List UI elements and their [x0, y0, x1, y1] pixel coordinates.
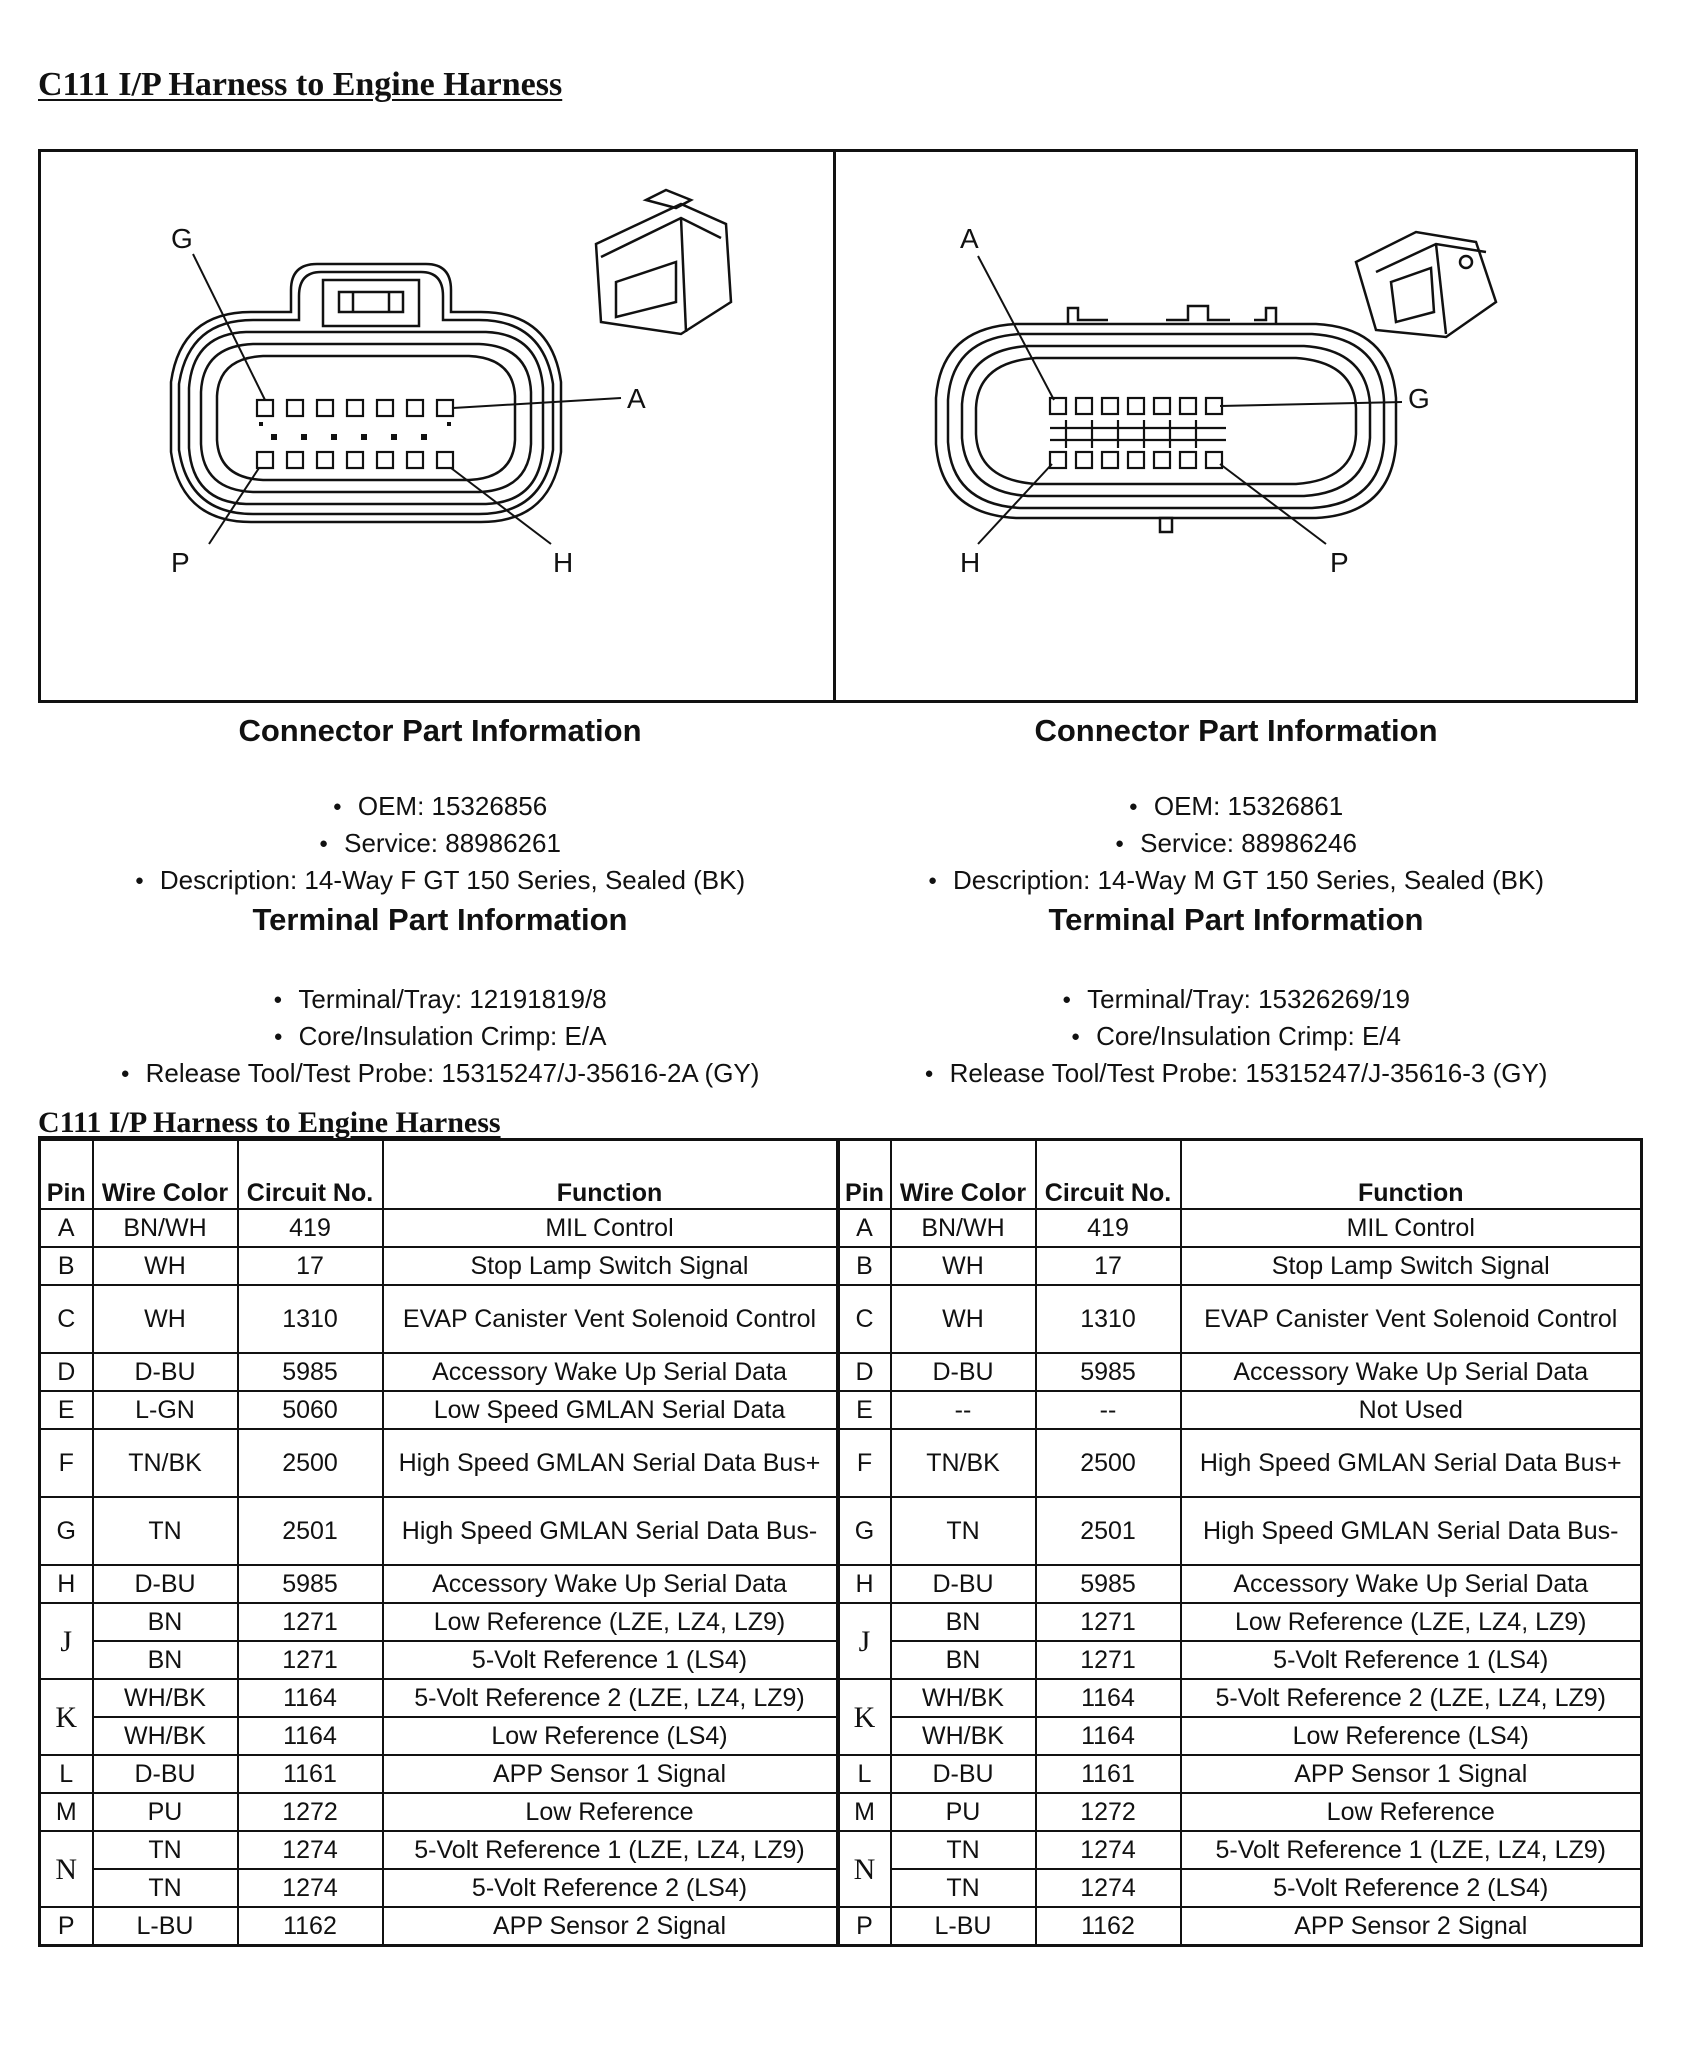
wire-color-cell: BN [93, 1641, 238, 1679]
pin-cell: H [40, 1565, 93, 1603]
header-pin: Pin [40, 1140, 93, 1210]
wire-color-cell: TN [93, 1497, 238, 1565]
pin-cell: E [838, 1391, 891, 1429]
circuit-cell: 419 [238, 1209, 383, 1247]
circuit-cell: 5985 [238, 1565, 383, 1603]
pin-cell: B [40, 1247, 93, 1285]
pin-cell: P [40, 1907, 93, 1946]
pin-label-top-left: G [171, 223, 193, 254]
pin-cell: F [838, 1429, 891, 1497]
function-cell: 5-Volt Reference 1 (LS4) [383, 1641, 838, 1679]
list-item: ● Release Tool/Test Probe: 15315247/J-35616-3 (GY) [846, 1055, 1626, 1092]
connector-info-heading: Connector Part Information [1034, 713, 1438, 748]
pin-label-top-left: A [960, 223, 979, 254]
table-row [40, 1793, 1642, 1831]
circuit-cell: 419 [1036, 1209, 1181, 1247]
wire-color-cell: WH/BK [891, 1679, 1036, 1717]
wire-color-cell: WH/BK [93, 1717, 238, 1755]
function-cell: 5-Volt Reference 1 (LZE, LZ4, LZ9) [383, 1831, 838, 1869]
pin-label-bottom-right: P [1330, 547, 1349, 578]
table-row [40, 1285, 1642, 1353]
connector-info-list [50, 788, 830, 899]
circuit-cell: 2500 [1036, 1429, 1181, 1497]
wire-color-cell: PU [891, 1793, 1036, 1831]
list-item: ● Description: 14-Way M GT 150 Series, Sealed (BK) [846, 862, 1626, 899]
list-item: ● OEM: 15326856 [50, 788, 830, 825]
pin-cell: P [838, 1907, 891, 1946]
function-cell: High Speed GMLAN Serial Data Bus- [1181, 1497, 1642, 1565]
header-circuit-no: Circuit No. [1036, 1140, 1181, 1210]
page-title: C111 I/P Harness to Engine Harness [38, 66, 563, 103]
function-cell: High Speed GMLAN Serial Data Bus+ [383, 1429, 838, 1497]
pin-label-bottom-left: P [171, 547, 190, 578]
circuit-cell: 1161 [1036, 1755, 1181, 1793]
function-cell: Accessory Wake Up Serial Data [1181, 1353, 1642, 1391]
list-item: ● Core/Insulation Crimp: E/4 [846, 1018, 1626, 1055]
function-cell: Stop Lamp Switch Signal [383, 1247, 838, 1285]
wire-color-cell: BN/WH [93, 1209, 238, 1247]
wire-color-cell: WH [891, 1247, 1036, 1285]
function-cell: MIL Control [1181, 1209, 1642, 1247]
function-cell: Stop Lamp Switch Signal [1181, 1247, 1642, 1285]
function-cell: APP Sensor 1 Signal [383, 1755, 838, 1793]
circuit-cell: 1271 [1036, 1641, 1181, 1679]
table-row [40, 1679, 1642, 1717]
pin-cell: A [40, 1209, 93, 1247]
wire-color-cell: BN/WH [891, 1209, 1036, 1247]
function-cell: 5-Volt Reference 2 (LS4) [1181, 1869, 1642, 1907]
function-cell: 5-Volt Reference 2 (LZE, LZ4, LZ9) [1181, 1679, 1642, 1717]
circuit-cell: 1272 [238, 1793, 383, 1831]
connector-diagram-panel [38, 149, 1638, 703]
function-cell: Low Reference (LS4) [1181, 1717, 1642, 1755]
pin-cell: D [40, 1353, 93, 1391]
connector-info-list [846, 788, 1626, 899]
function-cell: APP Sensor 1 Signal [1181, 1755, 1642, 1793]
pin-cell: E [40, 1391, 93, 1429]
connector-info-heading: Connector Part Information [238, 713, 642, 748]
circuit-cell: 5985 [1036, 1353, 1181, 1391]
wire-color-cell: WH [93, 1285, 238, 1353]
pin-cell: N [40, 1831, 93, 1907]
wire-color-cell: BN [93, 1603, 238, 1641]
right-part-info [846, 710, 1626, 1092]
pinout-table [38, 1138, 1643, 1947]
wire-color-cell: D-BU [93, 1755, 238, 1793]
function-cell: Low Reference (LZE, LZ4, LZ9) [1181, 1603, 1642, 1641]
circuit-cell: 1272 [1036, 1793, 1181, 1831]
list-item: ● Terminal/Tray: 12191819/8 [50, 981, 830, 1018]
table-row [40, 1391, 1642, 1429]
function-cell: EVAP Canister Vent Solenoid Control [383, 1285, 838, 1353]
function-cell: EVAP Canister Vent Solenoid Control [1181, 1285, 1642, 1353]
pin-cell: B [838, 1247, 891, 1285]
pin-cell: G [838, 1497, 891, 1565]
circuit-cell: 5985 [238, 1353, 383, 1391]
header-pin: Pin [838, 1140, 891, 1210]
wire-color-cell: TN [93, 1869, 238, 1907]
wire-color-cell: BN [891, 1641, 1036, 1679]
circuit-cell: 1274 [1036, 1869, 1181, 1907]
wire-color-cell: TN [93, 1831, 238, 1869]
list-item: ● Service: 88986261 [50, 825, 830, 862]
pin-cell: J [40, 1603, 93, 1679]
list-item: ● Description: 14-Way F GT 150 Series, Sealed (BK) [50, 862, 830, 899]
wire-color-cell: BN [891, 1603, 1036, 1641]
circuit-cell: 1274 [1036, 1831, 1181, 1869]
circuit-cell: -- [1036, 1391, 1181, 1429]
list-item: ● Terminal/Tray: 15326269/19 [846, 981, 1626, 1018]
circuit-cell: 17 [1036, 1247, 1181, 1285]
function-cell: MIL Control [383, 1209, 838, 1247]
pin-cell: D [838, 1353, 891, 1391]
function-cell: Low Speed GMLAN Serial Data [383, 1391, 838, 1429]
pin-cell: F [40, 1429, 93, 1497]
function-cell: 5-Volt Reference 2 (LZE, LZ4, LZ9) [383, 1679, 838, 1717]
function-cell: Accessory Wake Up Serial Data [1181, 1565, 1642, 1603]
circuit-cell: 2501 [238, 1497, 383, 1565]
pin-cell: L [40, 1755, 93, 1793]
terminal-info-list [846, 981, 1626, 1092]
circuit-cell: 1161 [238, 1755, 383, 1793]
circuit-cell: 1310 [238, 1285, 383, 1353]
circuit-cell: 2501 [1036, 1497, 1181, 1565]
pin-cell: K [838, 1679, 891, 1755]
wire-color-cell: L-GN [93, 1391, 238, 1429]
pin-cell: M [838, 1793, 891, 1831]
wire-color-cell: D-BU [891, 1353, 1036, 1391]
pin-cell: N [838, 1831, 891, 1907]
female-connector-diagram [41, 152, 831, 700]
circuit-cell: 2500 [238, 1429, 383, 1497]
pin-cell: K [40, 1679, 93, 1755]
wire-color-cell: TN [891, 1869, 1036, 1907]
pin-label-top-right: G [1408, 383, 1430, 414]
pin-label-bottom-right: H [553, 547, 574, 578]
wire-color-cell: L-BU [891, 1907, 1036, 1946]
table-row [40, 1429, 1642, 1497]
male-connector-diagram [836, 152, 1636, 700]
function-cell: 5-Volt Reference 1 (LS4) [1181, 1641, 1642, 1679]
list-item: ● Core/Insulation Crimp: E/A [50, 1018, 830, 1055]
circuit-cell: 1271 [238, 1641, 383, 1679]
header-function: Function [1181, 1140, 1642, 1210]
table-row [40, 1565, 1642, 1603]
pin-cell: L [838, 1755, 891, 1793]
circuit-cell: 1162 [1036, 1907, 1181, 1946]
circuit-cell: 1164 [238, 1679, 383, 1717]
circuit-cell: 1164 [238, 1717, 383, 1755]
circuit-cell: 1274 [238, 1869, 383, 1907]
pin-label-top-right: A [627, 383, 646, 414]
wire-color-cell: D-BU [93, 1565, 238, 1603]
table-row [40, 1831, 1642, 1869]
table-row [40, 1209, 1642, 1247]
table-row [40, 1497, 1642, 1565]
circuit-cell: 1310 [1036, 1285, 1181, 1353]
function-cell: Low Reference [383, 1793, 838, 1831]
pin-cell: G [40, 1497, 93, 1565]
wire-color-cell: D-BU [891, 1565, 1036, 1603]
function-cell: High Speed GMLAN Serial Data Bus- [383, 1497, 838, 1565]
wire-color-cell: TN [891, 1831, 1036, 1869]
circuit-cell: 5060 [238, 1391, 383, 1429]
table-header-row [40, 1140, 1642, 1210]
left-part-info [50, 710, 830, 1092]
circuit-cell: 17 [238, 1247, 383, 1285]
wire-color-cell: PU [93, 1793, 238, 1831]
function-cell: Accessory Wake Up Serial Data [383, 1565, 838, 1603]
list-item: ● Release Tool/Test Probe: 15315247/J-35616-2A (GY) [50, 1055, 830, 1092]
pin-cell: A [838, 1209, 891, 1247]
circuit-cell: 1162 [238, 1907, 383, 1946]
function-cell: Not Used [1181, 1391, 1642, 1429]
pin-cell: C [40, 1285, 93, 1353]
wire-color-cell: TN/BK [891, 1429, 1036, 1497]
wire-color-cell: D-BU [93, 1353, 238, 1391]
header-wire-color: Wire Color [891, 1140, 1036, 1210]
wire-color-cell: -- [891, 1391, 1036, 1429]
terminal-info-heading: Terminal Part Information [252, 902, 628, 937]
function-cell: APP Sensor 2 Signal [1181, 1907, 1642, 1946]
circuit-cell: 1274 [238, 1831, 383, 1869]
list-item: ● Service: 88986246 [846, 825, 1626, 862]
wire-color-cell: WH/BK [93, 1679, 238, 1717]
function-cell: Low Reference (LS4) [383, 1717, 838, 1755]
list-item: ● OEM: 15326861 [846, 788, 1626, 825]
circuit-cell: 1164 [1036, 1717, 1181, 1755]
wire-color-cell: TN/BK [93, 1429, 238, 1497]
header-wire-color: Wire Color [93, 1140, 238, 1210]
header-circuit-no: Circuit No. [238, 1140, 383, 1210]
table-row [40, 1603, 1642, 1641]
table-row [40, 1353, 1642, 1391]
terminal-info-list [50, 981, 830, 1092]
wire-color-cell: WH/BK [891, 1717, 1036, 1755]
table-row [40, 1247, 1642, 1285]
function-cell: Accessory Wake Up Serial Data [383, 1353, 838, 1391]
wire-color-cell: D-BU [891, 1755, 1036, 1793]
pin-cell: H [838, 1565, 891, 1603]
pin-cell: J [838, 1603, 891, 1679]
circuit-cell: 1271 [1036, 1603, 1181, 1641]
function-cell: 5-Volt Reference 2 (LS4) [383, 1869, 838, 1907]
table-row [40, 1907, 1642, 1946]
terminal-info-heading: Terminal Part Information [1048, 902, 1424, 937]
function-cell: Low Reference (LZE, LZ4, LZ9) [383, 1603, 838, 1641]
circuit-cell: 1271 [238, 1603, 383, 1641]
wire-color-cell: WH [891, 1285, 1036, 1353]
table-row [40, 1755, 1642, 1793]
wire-color-cell: L-BU [93, 1907, 238, 1946]
wire-color-cell: TN [891, 1497, 1036, 1565]
wire-color-cell: WH [93, 1247, 238, 1285]
pin-label-bottom-left: H [960, 547, 981, 578]
function-cell: Low Reference [1181, 1793, 1642, 1831]
table-title: C111 I/P Harness to Engine Harness [38, 1106, 501, 1139]
circuit-cell: 1164 [1036, 1679, 1181, 1717]
function-cell: 5-Volt Reference 1 (LZE, LZ4, LZ9) [1181, 1831, 1642, 1869]
circuit-cell: 5985 [1036, 1565, 1181, 1603]
function-cell: High Speed GMLAN Serial Data Bus+ [1181, 1429, 1642, 1497]
function-cell: APP Sensor 2 Signal [383, 1907, 838, 1946]
pin-cell: M [40, 1793, 93, 1831]
pin-cell: C [838, 1285, 891, 1353]
header-function: Function [383, 1140, 838, 1210]
